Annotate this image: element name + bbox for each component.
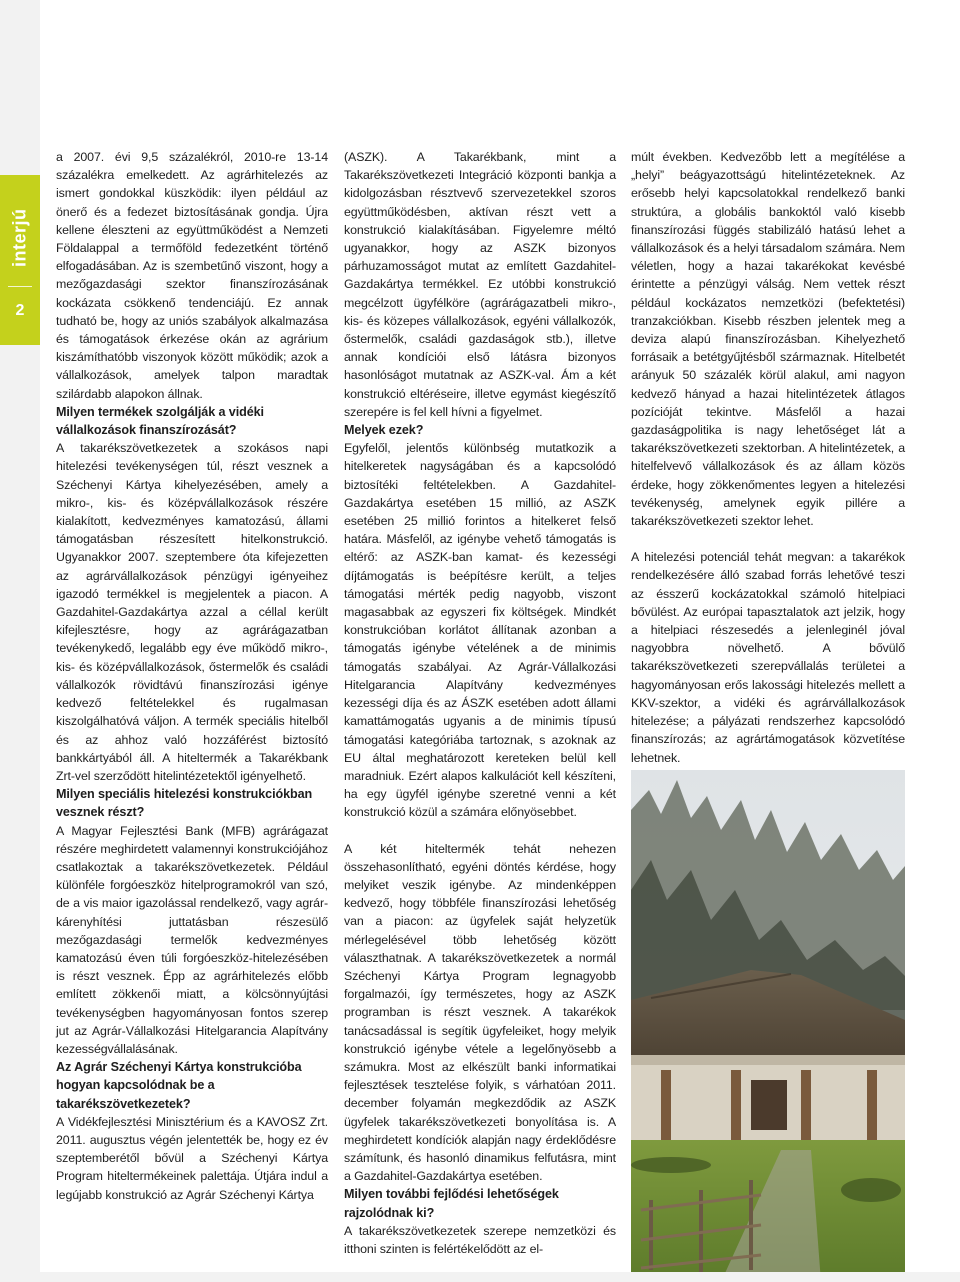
section-label: interjú <box>9 208 30 268</box>
paragraph: A két hiteltermék tehát nehezen összehasonlítható, egyéni döntés kérdése, hogy melyiket veszik igénybe. Az mindenképpen kedvező, hogy többféle finanszírozási lehetőség van a piacon: az ügyfelek saját helyzetük mérlegelésével több lehetőség között választhatnak. A takarékszövetkezetek a normál Széchenyi Kártya Program legnagyobb forgalmazói, így természetes, hogy az ASZK programban is részt vesznek. A takarékok tanácsadással is segítik ügyfeleiket, hogy melyik konstrukció igénybe vétele a legelőnyösebb a számukra. Most az elkészült banki informatikai fejlesztések tesztelése folyik, s várhatóan 2011. december folyamán megkezdődik az ASZK ügyfelek takarékszövetkezeti bonyolítása is. A meghirdetett kondíciók alapján nagy érdeklődésre számítunk, és hasonló dinamikus felfutásra, mint a Gazdahitel-Gazdakártya esetében. <box>344 841 616 1184</box>
bottom-bar <box>0 1272 960 1282</box>
question-heading: Melyek ezek? <box>344 423 424 438</box>
paragraph: A takarékszövetkezetek szerepe nemzetközi és itthoni szinten is felértékelődött az el- <box>344 1223 616 1256</box>
paragraph: Egyfelől, jelentős különbség mutatkozik a hitelkeretek nagyságában és a kapcsolódó biztosítéki feltételekben. A Gazdahitel-Gazdakártya esetében 15 millió, az ASZK esetében 25 millió forintos a hitelkeret felső határa. Másfelől, az igénybe vehető támogatás is eltérő: az ASZK-ban kamat- és kezességi díjtámogatás is beépítésre került, a teljes támogatási mérték pedig nagyobb, viszont magasabbak az egyszeri fix költségek. Mindkét konstrukcióban korlátot állítanak azonban a támogatás igénybe vételének a de minimis támogatás szabályai. Az Agrár-Vállalkozási Hitelgarancia Alapítvány kedvezményes kezességi díja és az ÁSZK esetében adott állami kamattámogatás ugyanis a de minimis típusú támogatási kategóriába tartoznak, s azoknak az EU által meghatározott kereteken belül kell maradniuk. Ezért alapos kalkulációt kell készíteni, ha egy ügyfél igénybe szeretné venni a két konstrukció közül a számára előnyösebbet. <box>344 441 616 820</box>
question-heading: Milyen speciális hitelezési konstrukciókban vesznek részt? <box>56 787 313 820</box>
farmhouse-photo <box>631 770 905 1282</box>
paragraph: (ASZK). A Takarékbank, mint a Takarékszövetkezeti Integráció központi bankja a kidolgozásban résztvevő szervezetekkel szoros együttműködésben, aktívan részt vett a konstrukció kialakításában. Figyelemre méltó ugyanakkor, hogy az ASZK bizonyos párhuzamosságot mutat az említett Gazdahitel-Gazdakártya termékkel. Ez utóbbi konstrukció megcélzott ügyfélköre (agrárágazatbeli mikro-, kis- és közepes vállalkozások, egyéni vállalkozók, őstermelők, családi gazdaságok stb.), illetve annak kondíciói első látásra bizonyos hasonlóságot mutatnak az ASZK-val. Ám a két konstrukció eltéréseire, illetve egymást kiegészítő szerepére is fel kell hívni a figyelmet. <box>344 150 616 419</box>
column-1 <box>56 148 328 1204</box>
paragraph: A takarékszövetkezetek a szokásos napi hitelezési tevékenységen túl, részt vesznek a Széchenyi Kártya kihelyezésében, amely a mikro-, kis- és középvállalkozások részére kialakított, kedvezményes kamatozású, állami támogatásban részesített hitelkonstrukció. Ugyanakkor 2007. szeptembere óta kifejezetten az agrárvállalkozások pénzügyi igényeihez igazodó termékkel is megjelentek a piacon. A Gazdahitel-Gazdakártya azzal a céllal került kifejlesztésre, hogy az agrárágazatban tevékenykedő, legalább egy éve működő mikro-, kis- és középvállalkozások, őstermelők és családi vállalkozók rövidtávú finanszírozási igénye kedvező feltételekkel és rugalmasan kiszolgálhatóvá váljon. A termék speciális hitelből és az ahhoz való hozzáférést biztosító bankkártyából áll. A hiteltermék a Takarékbank Zrt-vel szerződött hitelintézetektől igényelhető. <box>56 441 328 783</box>
paragraph: A Magyar Fejlesztési Bank (MFB) agrárágazat részére meghirdetett valamennyi konstrukciójához csatlakoztak a takarékszövetkezetek. Például különféle forgóeszköz hitelprogramokról van szó, de a vis maior igazolással rendelkező, vagy agrár-kárenyhítési juttatásban részesülő mezőgazdasági termelők kedvezményes kamatozású éven túli forgóeszköz-hitelezésében is részt vesznek. Épp az agrárhitelezés előbb említett zökkenői miatt, a kölcsönnyújtási tevékenységben hagyományosan fontos szerep jut az Agrár-Vállalkozási Hitelgarancia Alapítvány kezességvállalásának. <box>56 823 328 1056</box>
tab-divider <box>8 286 32 287</box>
question-heading: Milyen termékek szolgálják a vidéki vállalkozások finanszírozását? <box>56 404 264 438</box>
column-3 <box>631 148 905 767</box>
page-number: 2 <box>15 302 25 319</box>
question-heading: Milyen további fejlődési lehetőségek rajzolódnak ki? <box>344 1187 559 1220</box>
paragraph: A Vidékfejlesztési Minisztérium és a KAVOSZ Zrt. 2011. augusztus végén jelentették be, hogy ez év szeptemberétől bővül a Széchenyi Kártya Program hiteltermékeinek palettája. Útjára indul a legújabb konstrukció az Agrár Széchenyi Kártya <box>56 1114 328 1202</box>
column-2 <box>344 148 616 1258</box>
paragraph: múlt években. Kedvezőbb lett a megítélése a „helyi” beágyazottságú hitelintézeteknek. Az erősebb helyi kapcsolatokkal rendelkező banki struktúra, a globális bankoktól való kisebb finanszírozási függés stabilizáló hatású lehet a vállalkozások és a helyi társadalom számára. Nem véletlen, hogy a hazai takarékokat kevésbé érintette a pénzügyi válság. Nem vettek részt például kockázatos nemzetközi (befektetési) tranzakciókban. Kisebb részben jelentek meg a deviza alapú finanszírozásban. Kihelyezhető forrásaik a betétgyűjtésből származnak. Hitelbetét arányuk 50 százalék körül alakul, ami nagyon kedvező hányad a hazai hitelintézetek átlagos pozícióját tekintve. Másfelől a hazai gazdaságpolitika is nagy lehetőséget lát a takarékszövetkezeti szektorban. A hitelintézetek, a hitelfelvevő vállalkozások és az állam közös érdeke, hogy zökkenőmentes legyen a hitelezési tevékenység, amelynek egyik pillére a takarékszövetkezeti szektor lehet. <box>631 150 905 529</box>
paragraph: A hitelezési potenciál tehát megvan: a takarékok rendelkezésére álló szabad forrás lehetővé teszi az ésszerű kockázatokkal számoló hitelpiaci bővülést. Az európai tapasztalatok azt jelzik, hogy a hitelpiaci részesedés a jelenleginél jóval nagyobbra növelhető. A bővülő takarékszövetkezeti szerepvállalás területei a hagyományosan erős lakossági hitelezés mellett a KKV-szektor, a vidéki és agrárvállalkozások hitelezése; a pályázati rendszerhez kapcsolódó finanszírozás; az agrártámogatások közvetítése lehetnek. <box>631 550 905 765</box>
paragraph: a 2007. évi 9,5 százalékról, 2010-re 13-14 százalékra emelkedett. Az agrárhitelezés az ismert gondokkal küszködik: ilyen például az önerő és a fedezet biztosításának gondja. Újra kellene éleszteni az együttműködést a Nemzeti Földalappal a termőföld fedezetként történő elfogadásában. Az is szembetűnő viszont, hogy a mezőgazdasági szektor finanszírozásának kockázata csökkenő tendenciájú. Ez annak tudható be, hogy az uniós szabályok alkalmazása és támogatások érkezése okán az agrárium kiszámíthatóbb viszonyok között működik; azok a vállalkozások, amelyek talpon maradtak szilárdabb alapokon állnak. <box>56 150 328 401</box>
question-heading: Az Agrár Széchenyi Kártya konstrukcióba hogyan kapcsolódnak be a takarékszövetkezetek? <box>56 1060 302 1111</box>
farmhouse-illustration <box>631 770 905 1282</box>
